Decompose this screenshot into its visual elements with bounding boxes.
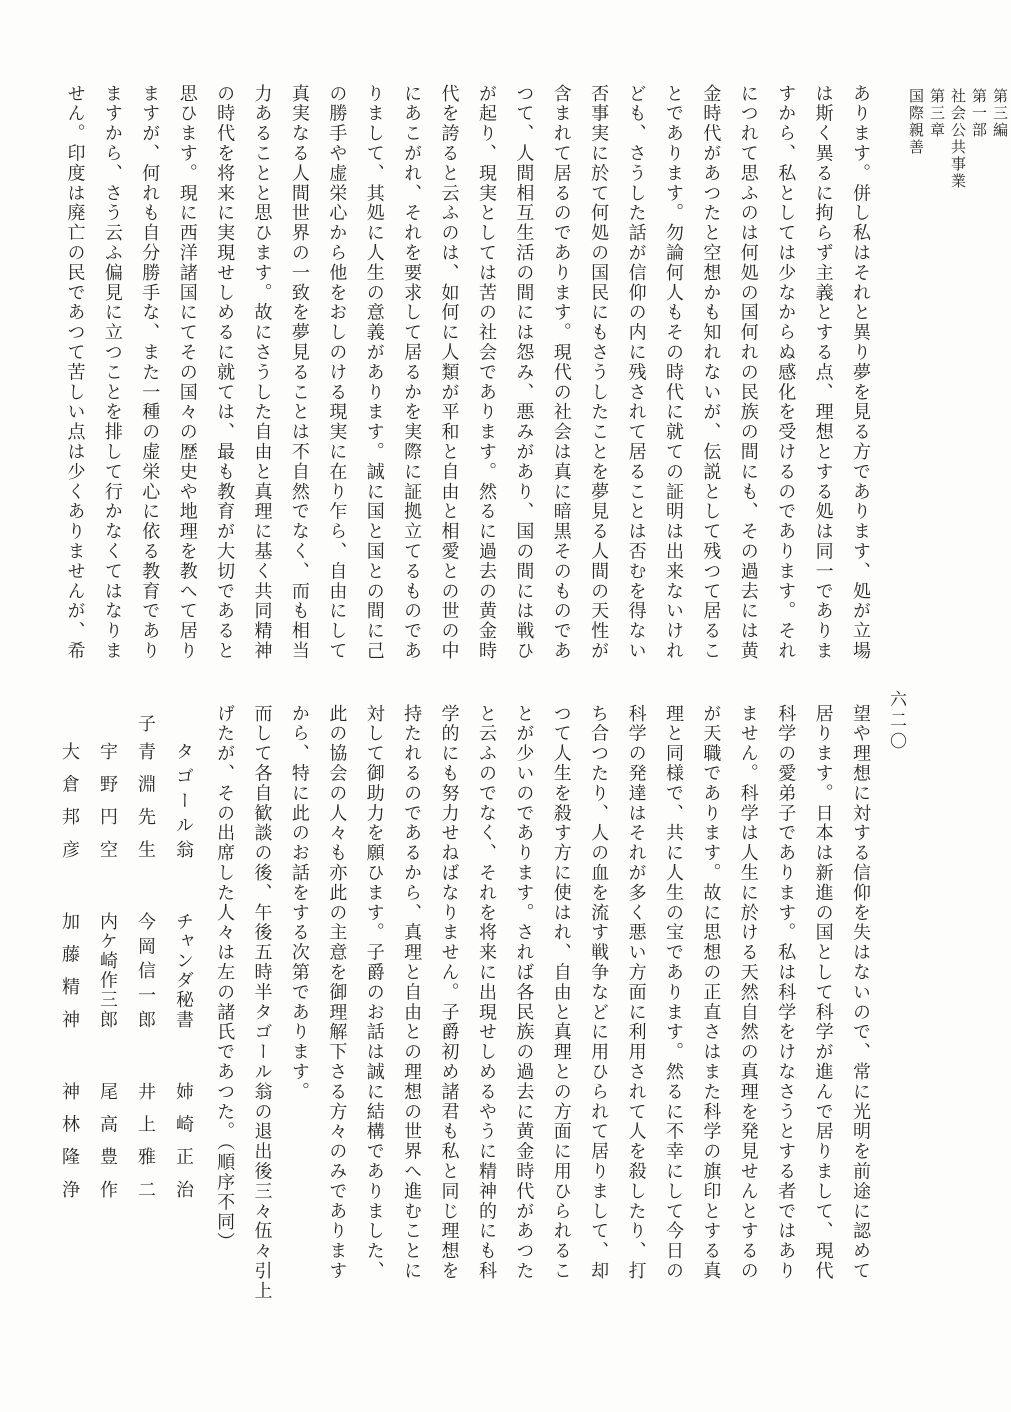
text-column: から、特に此のお話をする次第であります。: [288, 704, 310, 1102]
text-column: 科学の愛弟子であります。私は科学をけなさうとする者ではあり: [775, 704, 797, 1282]
header-section: 第一部: [970, 88, 988, 139]
text-column: ども、さうした話が信仰の内に残されて居ることは否むを得ない: [625, 84, 647, 662]
attendee-column: [94, 0, 118, 1412]
text-column: 力あることと思ひます。故にさうした自由と真理に基く共同精神: [251, 84, 273, 662]
attendee-name: 尾高豊作: [97, 1082, 118, 1213]
text-column: 理と同様で、共に人生の宝であります。然るに不幸にして今日の: [662, 704, 684, 1282]
text-column: 否事実に於て何処の国民にもさうしたことを夢見る人間の天性が: [588, 84, 610, 662]
text-column: りまして、其処に人生の意義があります。誠に国と国との間に己: [363, 84, 385, 662]
text-column: とであります。勿論何人もその時代に就ての証明は出来ないけれ: [662, 84, 684, 662]
attendee-name: 神林隆浄: [59, 1082, 80, 1213]
text-column: 対して御助力を願ひます。子爵のお話は誠に結構でありました、: [363, 704, 385, 1282]
text-column: ち合つたり、人の血を流す戦争などに用ひられて居りまして、却: [588, 704, 610, 1282]
text-column: 思ひます。現に西洋諸国にてその国々の歴史や地理を教へて居り: [176, 84, 198, 662]
header-chapter: 第三章: [928, 88, 946, 139]
header-chapter-title: 国際親善: [907, 88, 925, 156]
text-column: と云ふのでなく、それを将来に出現せしめるやうに精神的にも科: [475, 704, 497, 1282]
text-column: ません。科学は人生に於ける天然自然の真理を発見せんとするの: [737, 704, 759, 1282]
text-column: つて人生を殺す方に使はれ、自由と真理との方面に用ひられるこ: [550, 704, 572, 1282]
text-column: は斯く異るに拘らず主義とする点、理想とする処は同一でありま: [812, 84, 834, 662]
text-column: 居ります。日本は新進の国として科学が進んで居りまして、現代: [812, 704, 834, 1282]
text-column: の勝手や虚栄心から他をおしのける現実に在り乍ら、自由にして: [326, 84, 348, 662]
attendee-name: タゴール翁: [173, 742, 194, 865]
attendee-name: 青淵先生: [135, 742, 156, 873]
text-column: ますが、何れも自分勝手な、また一種の虚栄心に依る教育であり: [139, 84, 161, 662]
text-column: につれて思ふのは何処の国何れの民族の間にも、その過去には黄: [737, 84, 759, 662]
header-part: 第三編: [991, 88, 1009, 139]
text-column: 持たれるのであるから、真理と自由との理想の世界へ進むことに: [401, 704, 423, 1282]
text-column: 代を誇ると云ふのは、如何に人類が平和と自由と相愛との世の中: [438, 84, 460, 662]
bottom-text-block: [206, 704, 879, 1304]
text-column: の時代を将来に実現せしめるに就ては、最も教育が大切であると: [214, 84, 236, 662]
text-column: ますから、さう云ふ偏見に立つことを排して行かなくてはなりま: [101, 84, 123, 662]
attendee-prefix: 子: [135, 714, 156, 732]
attendee-name: 姉崎正治: [173, 1082, 194, 1213]
text-column: 学的にも努力せねばなりません。子爵初め諸君も私と同じ理想を: [438, 704, 460, 1282]
text-column: とが少いのであります。されば各民族の過去に黄金時代があつた: [513, 704, 535, 1282]
attendee-name: 内ケ崎作三郎: [97, 912, 118, 1030]
text-column: せん。印度は廃亡の民であつて苦しい点は少くありませんが、希: [64, 84, 86, 662]
text-column: が起り、現実としては苦の社会であります。然るに過去の黄金時: [475, 84, 497, 662]
text-column: 此の協会の人々も亦此の主意を御理解下さる方々のみであります: [326, 704, 348, 1282]
text-column: 科学の発達はそれが多く悪い方面に利用されて人を殺したり、打: [625, 704, 647, 1282]
text-column: 含まれて居るのであります。現代の社会は真に暗黒そのものであ: [550, 84, 572, 662]
attendee-name: 井上雅二: [135, 1082, 156, 1213]
attendee-name: 宇野円空: [97, 742, 118, 873]
text-column: 而して各自歓談の後、午後五時半タゴール翁の退出後三々伍々引上: [251, 704, 273, 1301]
attendee-column: [56, 0, 80, 1412]
attendee-name: チャンダ秘書: [173, 912, 194, 1030]
running-header: [906, 88, 1011, 214]
text-column: 望や理想に対する信仰を失はないので、常に光明を前途に認めて: [850, 704, 871, 1282]
page-number: 六二〇: [886, 690, 906, 753]
text-column: 金時代があつたと空想かも知れないが、伝説として残つて居るこ: [700, 84, 722, 662]
header-title: 社会公共事業: [949, 88, 967, 190]
attendee-column: [132, 0, 156, 1412]
text-column: げたが、その出席した人々は左の諸氏であつた。（順序不同）: [214, 704, 236, 1253]
text-column: 真実なる人間世界の一致を夢見ることは不自然でなく、而も相当: [288, 84, 310, 662]
attendee-name: 加藤精神: [59, 912, 80, 1043]
text-column: が天職であります。故に思想の正直さはまた科学の旗印とする真: [700, 704, 722, 1282]
attendee-column: [170, 0, 194, 1412]
attendee-name: 今岡信一郎: [135, 912, 156, 1035]
text-column: あります。併し私はそれと異り夢を見る方であります、処が立場: [850, 84, 871, 662]
text-column: にあこがれ、それを要求して居るかを実際に証拠立てるものであ: [401, 84, 423, 662]
attendee-name: 大倉邦彦: [59, 742, 80, 873]
text-column: つて、人間相互生活の間には怨み、悪みがあり、国の間には戦ひ: [513, 84, 535, 662]
text-column: すから、私としては少なからぬ感化を受けるのであります。それ: [775, 84, 797, 662]
